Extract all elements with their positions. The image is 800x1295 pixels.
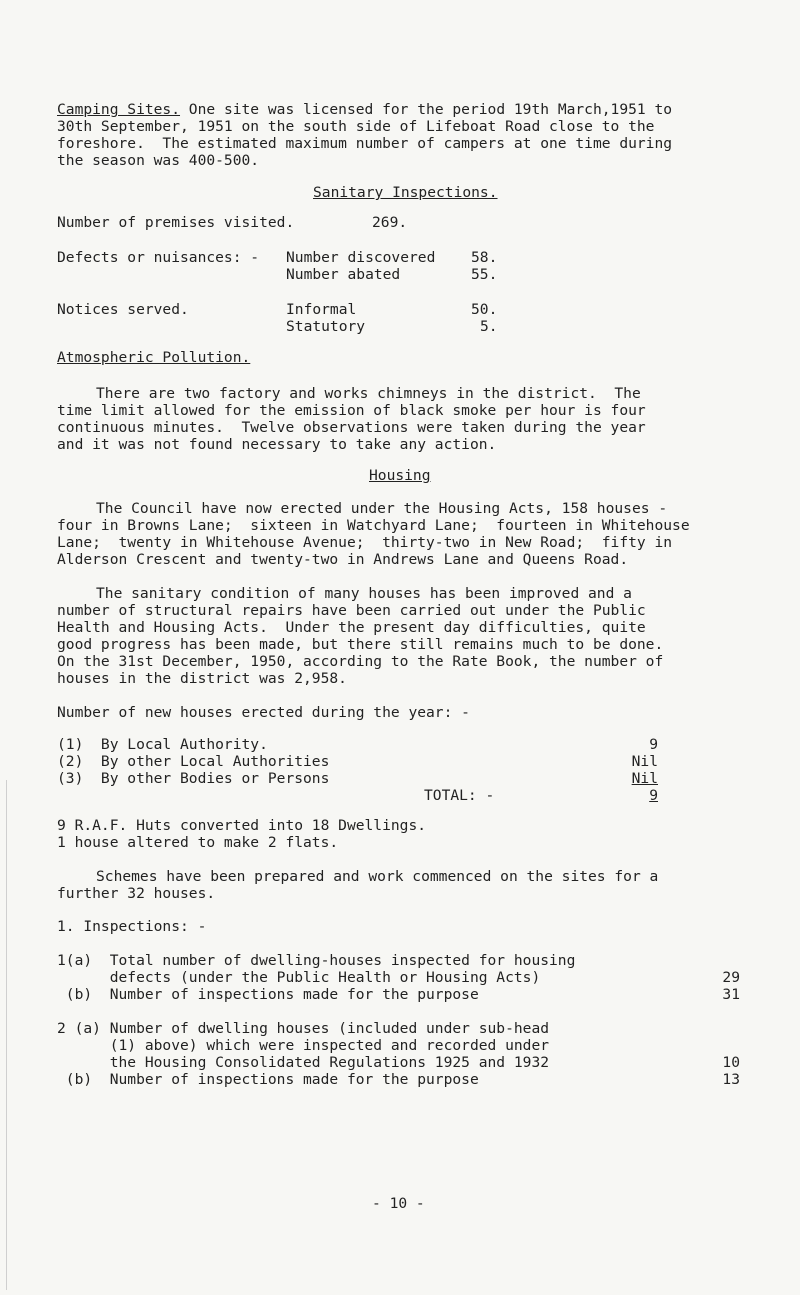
premises-value: 269. <box>372 214 408 231</box>
inspection-1a-value: 29 <box>722 969 740 986</box>
inspection-1a-line-1: 1(a) Total number of dwelling-houses inspected for housing <box>57 952 576 969</box>
discovered-label: Number discovered <box>286 249 436 266</box>
housing-p1-line-3: Lane; twenty in Whitehouse Avenue; thirty-two in New Road; fifty in <box>57 534 673 551</box>
informal-label: Informal <box>286 301 357 318</box>
new-houses-label: Number of new houses erected during the year: - <box>57 704 470 721</box>
camping-line-3: foreshore. The estimated maximum number of campers at one time during <box>57 135 673 152</box>
new-houses-item-1-label: (1) By Local Authority. <box>57 736 268 753</box>
atmospheric-line-3: continuous minutes. Twelve observations were taken during the year <box>57 419 646 436</box>
inspection-2b-value: 13 <box>722 1071 740 1088</box>
new-houses-item-3-label: (3) By other Bodies or Persons <box>57 770 330 787</box>
discovered-value: 58. <box>471 249 498 266</box>
page-number: - 10 - <box>372 1195 425 1212</box>
housing-p1-line-2: four in Browns Lane; sixteen in Watchyard Lane; fourteen in Whitehouse <box>57 517 690 534</box>
total-value: 9 <box>649 787 658 804</box>
atmospheric-heading: Atmospheric Pollution. <box>57 349 251 366</box>
atmospheric-line-4: and it was not found necessary to take any action. <box>57 436 497 453</box>
inspection-2a-line-3: the Housing Consolidated Regulations 1925 and 1932 <box>57 1054 550 1071</box>
camping-line-1: Camping Sites. One site was licensed for the period 19th March,1951 to <box>57 101 673 118</box>
total-label: TOTAL: - <box>424 787 495 804</box>
inspection-1a-line-2: defects (under the Public Health or Housing Acts) <box>57 969 541 986</box>
new-houses-item-2-value: Nil <box>631 753 658 770</box>
housing-p2-line-3: Health and Housing Acts. Under the present day difficulties, quite <box>57 619 646 636</box>
schemes-line-1: Schemes have been prepared and work commenced on the sites for a <box>96 868 659 885</box>
camping-heading: Camping Sites. <box>57 101 181 118</box>
informal-value: 50. <box>471 301 498 318</box>
defects-label: Defects or nuisances: - <box>57 249 260 266</box>
housing-p2-line-4: good progress has been made, but there still remains much to be done. <box>57 636 664 653</box>
inspection-2b-line: (b) Number of inspections made for the purpose <box>57 1071 479 1088</box>
huts-note: 9 R.A.F. Huts converted into 18 Dwellings. <box>57 817 427 834</box>
inspection-1b-value: 31 <box>722 986 740 1003</box>
housing-p2-line-6: houses in the district was 2,958. <box>57 670 347 687</box>
new-houses-item-3-value: Nil <box>631 770 658 787</box>
schemes-line-2: further 32 houses. <box>57 885 216 902</box>
new-houses-item-2-label: (2) By other Local Authorities <box>57 753 330 770</box>
housing-p2-line-1: The sanitary condition of many houses has been improved and a <box>96 585 632 602</box>
housing-p2-line-5: On the 31st December, 1950, according to the Rate Book, the number of <box>57 653 664 670</box>
abated-value: 55. <box>471 266 498 283</box>
statutory-value: 5. <box>480 318 498 335</box>
new-houses-item-1-value: 9 <box>649 736 658 753</box>
housing-p1-line-1: The Council have now erected under the Housing Acts, 158 houses - <box>96 500 668 517</box>
camping-line-4: the season was 400-500. <box>57 152 260 169</box>
housing-p2-line-2: number of structural repairs have been carried out under the Public <box>57 602 646 619</box>
camping-line-2: 30th September, 1951 on the south side of Lifeboat Road close to the <box>57 118 655 135</box>
inspections-heading-underline <box>83 919 180 936</box>
inspection-1b-line: (b) Number of inspections made for the purpose <box>57 986 479 1003</box>
premises-label: Number of premises visited. <box>57 214 295 231</box>
abated-label: Number abated <box>286 266 401 283</box>
housing-heading: Housing <box>369 467 431 484</box>
inspection-2a-line-2: (1) above) which were inspected and recorded under <box>57 1037 550 1054</box>
flats-note: 1 house altered to make 2 flats. <box>57 834 339 851</box>
sanitary-heading: Sanitary Inspections. <box>313 184 498 201</box>
statutory-label: Statutory <box>286 318 366 335</box>
inspection-2a-value: 10 <box>722 1054 740 1071</box>
atmospheric-line-1: There are two factory and works chimneys in the district. The <box>96 385 641 402</box>
atmospheric-line-2: time limit allowed for the emission of black smoke per hour is four <box>57 402 646 419</box>
inspection-2a-line-1: 2 (a) Number of dwelling houses (included under sub-head <box>57 1020 550 1037</box>
notices-label: Notices served. <box>57 301 189 318</box>
inspections-heading: 1. Inspections: - <box>57 918 207 935</box>
housing-p1-line-4: Alderson Crescent and twenty-two in Andrews Lane and Queens Road. <box>57 551 629 568</box>
scan-edge-line <box>6 780 7 1290</box>
